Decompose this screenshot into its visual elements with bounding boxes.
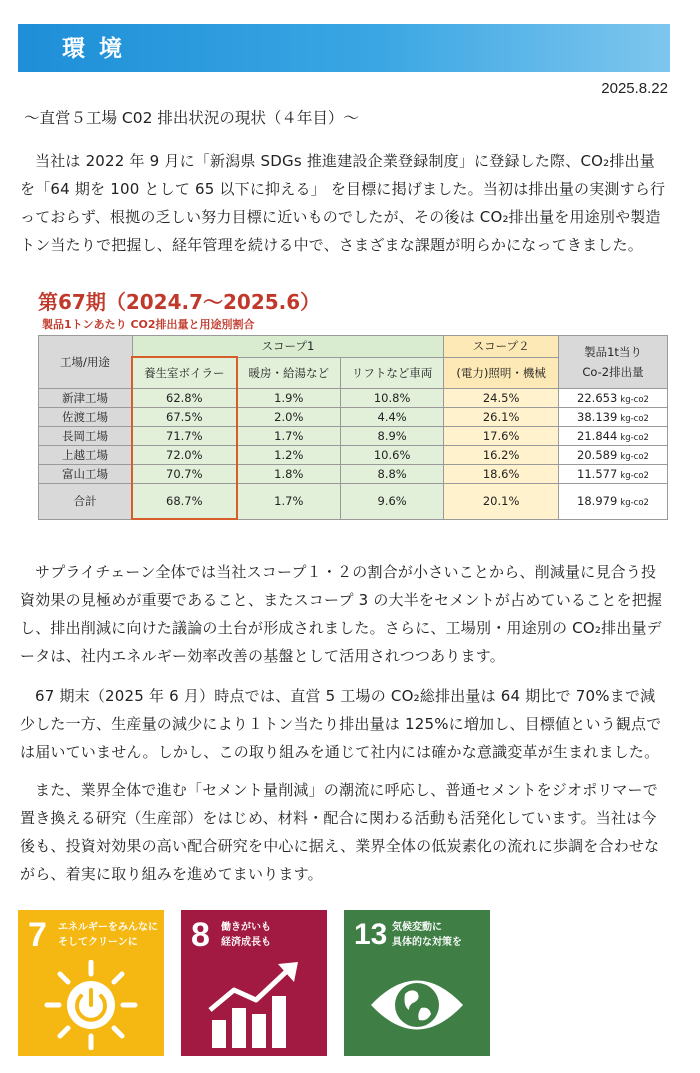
cell-intensity (559, 408, 668, 427)
intensity-unit: kg-co2 (620, 471, 649, 481)
paragraph-supply-chain: サプライチェーン全体では当社スコープ１・２の割合が小さいことから、削減量に見合う投資効果の見極めが重要であること、またスコープ 3 の大半をセメントが占めていることを把握し、排出削減に向けた議論の土台が形成されました。さらに、工場別・用途別の CO₂排出量データは、社内エネルギー効率改善の基盤として活用されつつあります。 (20, 563, 663, 665)
section-title: 環境 (62, 36, 136, 62)
header-electric: (電力)照明・機械 (444, 357, 559, 389)
cell-heating: 1.7% (237, 427, 341, 446)
total-heating: 1.7% (237, 484, 341, 520)
intensity-value: 21.844 (577, 429, 618, 443)
sdg-label (221, 920, 271, 950)
earth-eye-icon (367, 960, 467, 1050)
cell-intensity (559, 427, 668, 446)
header-factory: 工場/用途 (39, 336, 133, 389)
sdg-8-tile (181, 910, 327, 1056)
header-vehicle: リフトなど車両 (340, 357, 443, 389)
header-scope2: スコープ２ (444, 336, 559, 358)
sdg-13-tile (344, 910, 490, 1056)
table-caption: 製品1トンあたり CO2排出量と用途別割合 (42, 318, 255, 331)
intensity-value: 11.577 (577, 467, 618, 481)
row-factory: 上越工場 (39, 446, 133, 465)
cell-electric: 26.1% (444, 408, 559, 427)
sdg-label-line1: エネルギーをみんなに (58, 922, 158, 933)
sdg-number: 13 (354, 918, 388, 951)
sdg-label-line2: そしてクリーンに (58, 937, 138, 948)
header-heating: 暖房・給湯など (237, 357, 341, 389)
header-scope1: スコープ1 (132, 336, 444, 358)
co2-emission-table (38, 335, 668, 520)
cell-heating: 1.9% (237, 389, 341, 408)
cell-intensity (559, 465, 668, 484)
cell-boiler: 71.7% (132, 427, 237, 446)
row-factory: 佐渡工場 (39, 408, 133, 427)
cell-electric: 18.6% (444, 465, 559, 484)
cell-vehicle: 8.9% (340, 427, 443, 446)
sdg-label (58, 920, 158, 950)
sdg-label-line1: 気候変動に (392, 922, 442, 933)
intensity-value: 20.589 (577, 448, 618, 462)
total-label: 合計 (39, 484, 133, 520)
sdg-label-line1: 働きがいも (221, 922, 271, 933)
cell-vehicle: 10.6% (340, 446, 443, 465)
cell-heating: 1.8% (237, 465, 341, 484)
total-intensity (559, 484, 668, 520)
intensity-value: 38.139 (577, 410, 618, 424)
intensity-unit: kg-co2 (620, 395, 649, 405)
total-vehicle: 9.6% (340, 484, 443, 520)
cell-electric: 16.2% (444, 446, 559, 465)
cell-electric: 24.5% (444, 389, 559, 408)
cell-vehicle: 4.4% (340, 408, 443, 427)
cell-heating: 2.0% (237, 408, 341, 427)
intensity-unit: kg-co2 (620, 414, 649, 424)
sdg-number: 8 (191, 916, 210, 954)
table-row (39, 446, 668, 465)
cell-boiler: 62.8% (132, 389, 237, 408)
intensity-value: 18.979 (577, 494, 618, 509)
intensity-value: 22.653 (577, 391, 618, 405)
row-factory: 新津工場 (39, 389, 133, 408)
cell-boiler: 72.0% (132, 446, 237, 465)
growth-chart-icon (204, 960, 304, 1050)
table-row (39, 389, 668, 408)
paragraph-outlook: また、業界全体で進む「セメント量削減」の潮流に呼応し、普通セメントをジオポリマーで置き換える研究（生産部）をはじめ、材料・配合に関わる活動も活発化しています。当社は今後も、投資対効果の高い配合研究を中心に据え、業界全体の低炭素化の流れに歩調を合わせながら、着実に取り組みを進めてまいります。 (20, 781, 660, 883)
sun-power-icon (41, 960, 141, 1050)
cell-intensity (559, 389, 668, 408)
sdg-number: 7 (28, 916, 47, 954)
intensity-unit: kg-co2 (620, 498, 649, 509)
paragraph-intro: 当社は 2022 年 9 月に「新潟県 SDGs 推進建設企業登録制度」に登録した際、CO₂排出量を「64 期を 100 として 65 以下に抑える」 を目標に掲げました。当初は排出量の実測すら行っておらず、根拠の乏しい努力目標に近いものでしたが、その後は CO₂排出量を用途別や製造トン当たりで把握し、経年管理を続ける中で、さまざまな課題が明らかになってきました。 (20, 152, 666, 254)
sdg-7-tile (18, 910, 164, 1056)
cell-boiler: 70.7% (132, 465, 237, 484)
section-banner (18, 24, 670, 72)
row-factory: 長岡工場 (39, 427, 133, 446)
sdg-label (392, 920, 462, 950)
header-intensity-line1: 製品1t当り (584, 345, 642, 359)
header-intensity-line2: Co-2排出量 (582, 365, 644, 379)
cell-boiler: 67.5% (132, 408, 237, 427)
table-row (39, 427, 668, 446)
sdg-label-line2: 具体的な対策を (392, 937, 462, 948)
publish-date: 2025.8.22 (601, 80, 668, 97)
table-row (39, 408, 668, 427)
table-row (39, 465, 668, 484)
table-total-row (39, 484, 668, 520)
total-electric: 20.1% (444, 484, 559, 520)
total-boiler: 68.7% (132, 484, 237, 520)
cell-vehicle: 8.8% (340, 465, 443, 484)
cell-vehicle: 10.8% (340, 389, 443, 408)
cell-electric: 17.6% (444, 427, 559, 446)
article-subtitle: ～直営５工場 C02 排出状況の現状（４年目）～ (24, 109, 359, 127)
header-boiler: 養生室ボイラー (132, 357, 237, 389)
paragraph-results: 67 期末（2025 年 6 月）時点では、直営 5 工場の CO₂総排出量は 64 期比で 70%まで減少した一方、生産量の減少により１トン当たり排出量は 125%に増加し、目標値という観点では届いていません。しかし、この取り組みを通じて社内には確かな意識変革が生まれました。 (20, 687, 662, 761)
intensity-unit: kg-co2 (620, 433, 649, 443)
cell-heating: 1.2% (237, 446, 341, 465)
cell-intensity (559, 446, 668, 465)
intensity-unit: kg-co2 (620, 452, 649, 462)
table-title: 第67期（2024.7～2025.6） (38, 290, 321, 314)
row-factory: 富山工場 (39, 465, 133, 484)
sdg-label-line2: 経済成長も (221, 937, 271, 948)
header-intensity (559, 336, 668, 389)
